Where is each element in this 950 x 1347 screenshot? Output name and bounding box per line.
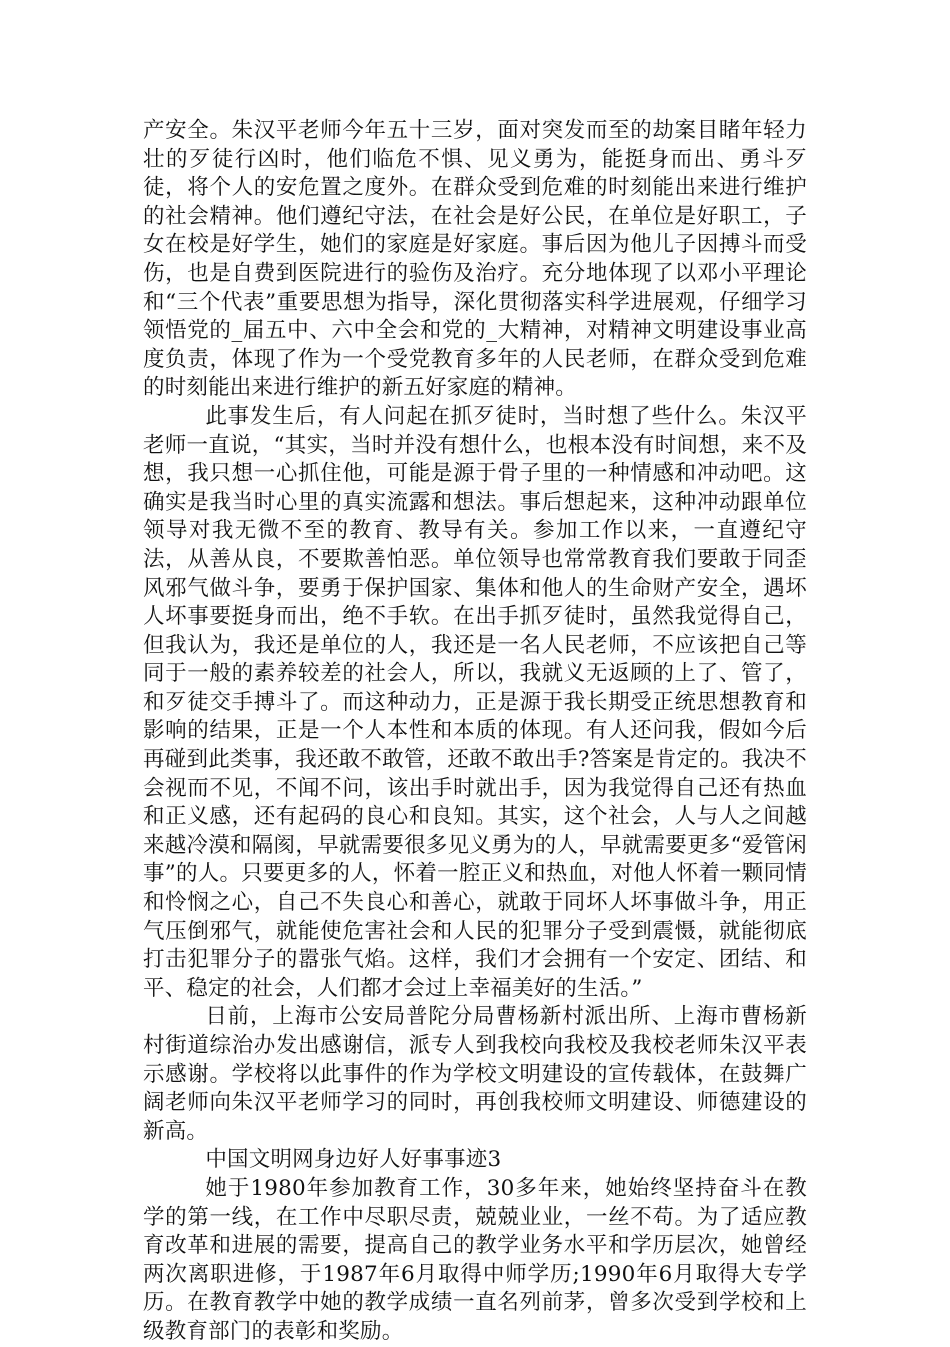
- paragraph-3: 日前，上海市公安局普陀分局曹杨新村派出所、上海市曹杨新村街道综治办发出感谢信，派专人到我校向我校及我校老师朱汉平表示感谢。学校将以此事件的作为学校文明建设的宣传载体，在鼓舞广阔老师向朱汉平老师学习的同时，再创我校师文明建设、师德建设的新高。: [143, 1004, 807, 1144]
- paragraph-2: 此事发生后，有人问起在抓歹徒时，当时想了些什么。朱汉平老师一直说，“其实，当时并没有想什么，也根本没有时间想，来不及想，我只想一心抓住他，可能是源于骨子里的一种情感和冲动吧。这确实是我当时心里的真实流露和想法。事后想起来，这种冲动跟单位领导对我无微不至的教育、教导有关。参加工作以来，一直遵纪守法，从善从良，不要欺善怕恶。单位领导也常常教育我们要敢于同歪风邪气做斗争，要勇于保护国家、集体和他人的生命财产安全，遇坏人坏事要挺身而出，绝不手软。在出手抓歹徒时，虽然我觉得自己，但我认为，我还是单位的人，我还是一名人民老师，不应该把自己等同于一般的素养较差的社会人，所以，我就义无返顾的上了、管了，和歹徒交手搏斗了。而这种动力，正是源于我长期受正统思想教育和影响的结果，正是一个人本性和本质的体现。有人还问我，假如今后再碰到此类事，我还敢不敢管，还敢不敢出手?答案是肯定的。我决不会视而不见，不闻不问，该出手时就出手，因为我觉得自己还有热血和正义感，还有起码的良心和良知。其实，这个社会，人与人之间越来越冷漠和隔阂，早就需要很多见义勇为的人，早就需要更多“爱管闲事”的人。只要更多的人，怀着一腔正义和热血，对他人怀着一颗同情和怜悯之心，自己不失良心和善心，就敢于同坏人坏事做斗争，用正气压倒邪气，就能使危害社会和人民的犯罪分子受到震慑，就能彻底打击犯罪分子的嚣张气焰。这样，我们才会拥有一个安定、团结、和平、稳定的社会，人们都才会过上幸福美好的生活。”: [143, 403, 807, 1001]
- paragraph-1: 产安全。朱汉平老师今年五十三岁，面对突发而至的劫案目睹年轻力壮的歹徒行凶时，他们临危不惧、见义勇为，能挺身而出、勇斗歹徒，将个人的安危置之度外。在群众受到危难的时刻能出来进行维护的社会精神。他们遵纪守法，在社会是好公民，在单位是好职工，子女在校是好学生，她们的家庭是好家庭。事后因为他儿子因搏斗而受伤，也是自费到医院进行的验伤及治疗。充分地体现了以邓小平理论和“三个代表”重要思想为指导，深化贯彻落实科学进展观，仔细学习领悟党的_届五中、六中全会和党的_大精神，对精神文明建设事业高度负责，体现了作为一个受党教育多年的人民老师，在群众受到危难的时刻能出来进行维护的新五好家庭的精神。: [143, 118, 807, 401]
- section-heading: 中国文明网身边好人好事事迹3: [205, 1147, 502, 1173]
- document-body: [143, 117, 807, 1347]
- paragraph-5: 她于1980年参加教育工作，30多年来，她始终坚持奋斗在教学的第一线，在工作中尽职尽责，兢兢业业，一丝不苟。为了适应教育改革和进展的需要，提高自己的教学业务水平和学历层次，她曾经两次离职进修，于1987年6月取得中师学历;1990年6月取得大专学历。在教育教学中她的教学成绩一直名列前茅，曾多次受到学校和上级教育部门的表彰和奖励。: [143, 1175, 807, 1344]
